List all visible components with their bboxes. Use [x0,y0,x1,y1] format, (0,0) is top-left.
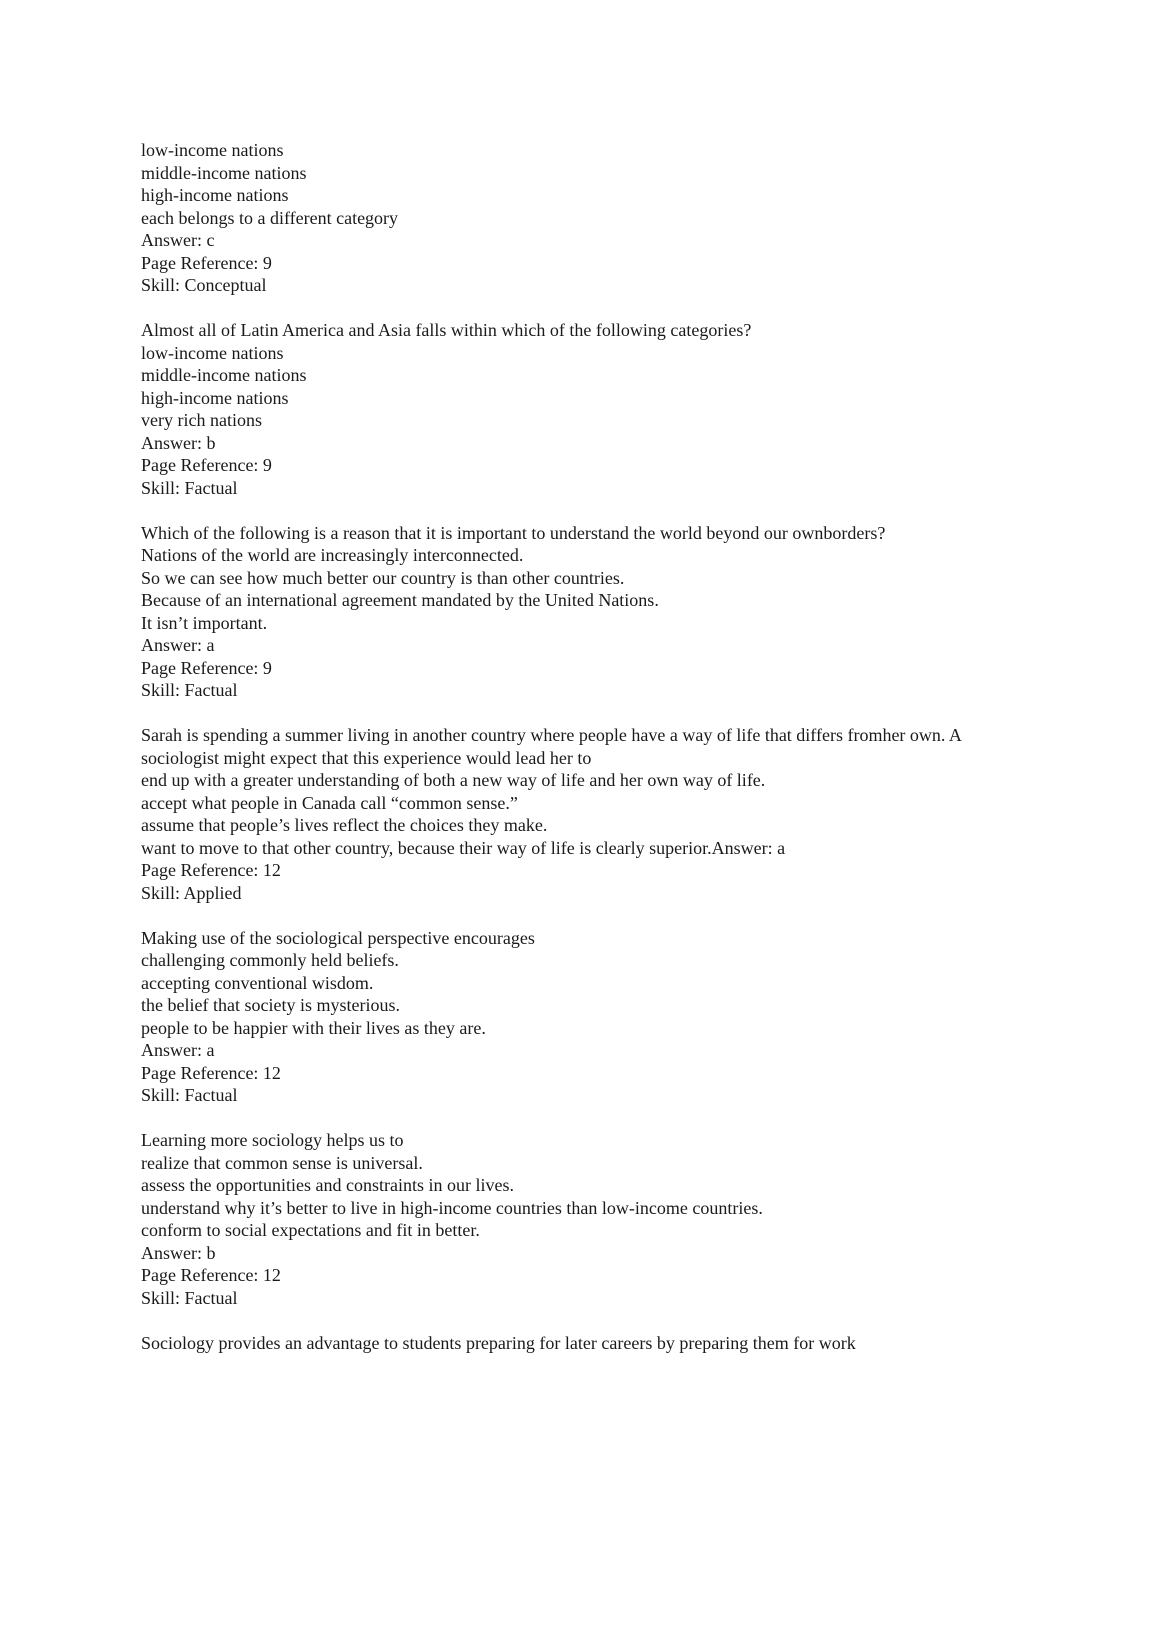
text-line: very rich nations [141,410,262,430]
block-spacer [141,1309,1041,1332]
text-line: Answer: a [141,1040,215,1060]
block-first-line: low-income nations [141,140,284,160]
text-line: assess the opportunities and constraints in our lives. [141,1175,514,1195]
block-first-line: Making use of the sociological perspective encourages [141,927,535,948]
text-line: end up with a greater understanding of both a new way of life and her own way of life. [141,770,766,790]
text-line: Skill: Factual [141,1085,238,1105]
question-block [141,319,1041,499]
block-spacer [141,904,1041,927]
block-first-line: Sociology provides an advantage to students preparing for later careers by preparing them for work [141,1332,856,1353]
text-line: Nations of the world are increasingly interconnected. [141,545,524,565]
block-first-line: Almost all of Latin America and Asia falls within which of the following categories? [141,320,752,340]
text-line: sociologist might expect that this experience would lead her to [141,747,592,768]
question-block [141,1332,1041,1355]
question-block [141,1129,1041,1309]
text-line: understand why it’s better to live in high-income countries than low-income countries. [141,1197,763,1218]
text-line: middle-income nations [141,162,307,183]
text-line: want to move to that other country, because their way of life is clearly superior.Answer: a [141,837,786,858]
block-first-line: Which of the following is a reason that it is important to understand the world beyond our ownborders? [141,522,886,543]
text-line: accepting conventional wisdom. [141,972,374,993]
text-line: the belief that society is mysterious. [141,995,400,1015]
block-first-line: Sarah is spending a summer living in another country where people have a way of life that differs fromher own. A [141,725,962,745]
text-line: assume that people’s lives reflect the choices they make. [141,815,548,835]
block-spacer [141,499,1041,522]
text-line: Because of an international agreement mandated by the United Nations. [141,590,659,610]
text-line: middle-income nations [141,365,307,385]
text-line: challenging commonly held beliefs. [141,950,399,970]
text-line: Skill: Factual [141,680,238,700]
text-line: Answer: a [141,635,215,655]
document-body [141,139,1041,1354]
text-line: conform to social expectations and fit in better. [141,1220,480,1240]
block-first-line: Learning more sociology helps us to [141,1130,404,1150]
text-line: Answer: b [141,1242,216,1263]
text-line: Page Reference: 9 [141,252,272,273]
text-line: people to be happier with their lives as they are. [141,1017,486,1038]
text-line: Skill: Factual [141,477,238,498]
text-line: Page Reference: 12 [141,1265,281,1285]
text-line: Skill: Applied [141,882,242,903]
text-line: low-income nations [141,342,284,363]
text-line: Page Reference: 12 [141,1062,281,1083]
text-line: Page Reference: 9 [141,455,272,475]
text-line: Page Reference: 12 [141,860,281,880]
text-line: So we can see how much better our country is than other countries. [141,567,625,588]
text-line: Answer: b [141,432,216,453]
question-block [141,522,1041,702]
question-block [141,724,1041,904]
text-line: accept what people in Canada call “common sense.” [141,792,518,813]
question-block [141,927,1041,1107]
block-spacer [141,1107,1041,1130]
text-line: It isn’t important. [141,612,268,633]
text-line: high-income nations [141,387,289,408]
text-line: Page Reference: 9 [141,657,272,678]
text-line: realize that common sense is universal. [141,1152,423,1173]
text-line: high-income nations [141,185,289,205]
text-line: Skill: Factual [141,1287,238,1308]
block-spacer [141,702,1041,725]
text-line: Answer: c [141,230,215,250]
text-line: Skill: Conceptual [141,275,267,295]
block-spacer [141,297,1041,320]
question-block [141,139,1041,297]
text-line: each belongs to a different category [141,207,399,228]
